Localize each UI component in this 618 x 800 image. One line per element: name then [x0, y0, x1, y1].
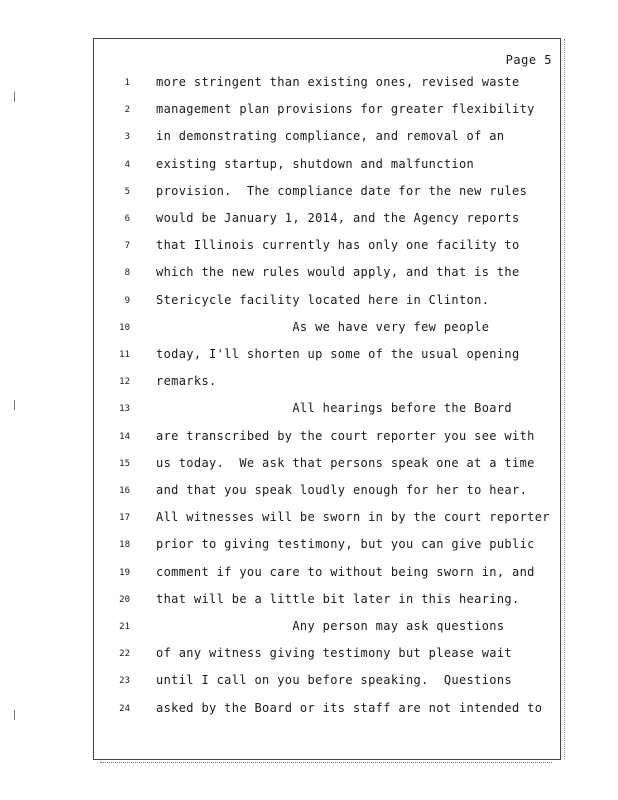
line-number: 20	[119, 594, 130, 605]
transcript-line	[94, 535, 560, 555]
line-text: which the new rules would apply, and that is the	[156, 265, 520, 280]
transcript-line	[94, 590, 560, 610]
line-number: 13	[119, 404, 130, 415]
line-text: provision. The compliance date for the new rules	[156, 183, 528, 198]
transcript-line	[94, 182, 560, 202]
line-text: All witnesses will be sworn in by the court reporter	[156, 510, 550, 525]
transcript-line	[94, 454, 560, 474]
line-text: comment if you care to without being sworn in, and	[156, 564, 535, 579]
line-text: Stericycle facility located here in Clinton.	[156, 292, 490, 307]
line-number: 21	[119, 622, 130, 632]
line-text: are transcribed by the court reporter you see with	[156, 428, 535, 443]
transcript-line	[94, 563, 560, 583]
transcript-line	[94, 318, 560, 338]
margin-mark-bottom	[14, 710, 21, 720]
line-text: more stringent than existing ones, revised waste	[156, 75, 520, 89]
transcript-line	[94, 399, 560, 419]
transcript-line	[94, 263, 560, 283]
transcript-line	[94, 127, 560, 147]
line-text: management plan provisions for greater flexibility	[156, 102, 535, 117]
line-text: in demonstrating compliance, and removal of an	[156, 129, 505, 144]
page-number: Page 5	[505, 53, 552, 67]
line-number: 14	[119, 431, 130, 442]
line-text: us today. We ask that persons speak one at a time	[156, 455, 535, 470]
line-text: prior to giving testimony, but you can give public	[156, 537, 535, 552]
line-text: remarks.	[156, 374, 217, 389]
line-number: 10	[119, 322, 130, 333]
line-number: 8	[124, 268, 130, 279]
transcript-line	[94, 481, 560, 501]
line-number: 17	[119, 513, 130, 524]
transcript-line	[94, 73, 560, 93]
transcript-line	[94, 644, 560, 664]
line-text: today, I'll shorten up some of the usual opening	[156, 347, 520, 361]
line-number: 12	[119, 377, 130, 388]
line-text: and that you speak loudly enough for her to hear.	[156, 483, 528, 497]
transcript-line	[94, 345, 560, 365]
line-text: Any person may ask questions	[156, 619, 505, 633]
margin-mark-middle	[14, 400, 21, 410]
line-text: As we have very few people	[156, 319, 490, 334]
line-text: would be January 1, 2014, and the Agency reports	[156, 211, 520, 225]
line-number: 18	[119, 540, 130, 551]
transcript-line	[94, 508, 560, 528]
transcript-line	[94, 291, 560, 311]
line-number: 15	[119, 458, 130, 469]
line-text: until I call on you before speaking. Questions	[156, 673, 513, 688]
line-number: 2	[124, 105, 130, 116]
line-number: 5	[124, 186, 130, 197]
transcript-line	[94, 699, 560, 719]
line-number: 1	[124, 78, 130, 88]
line-number: 7	[124, 241, 130, 252]
line-number: 19	[119, 567, 130, 578]
transcript-page	[93, 38, 561, 760]
line-number: 9	[124, 295, 130, 306]
line-text: that will be a little bit later in this hearing.	[156, 591, 520, 606]
transcript-line	[94, 236, 560, 256]
line-number: 24	[119, 703, 130, 714]
transcript-line	[94, 427, 560, 447]
bottom-border	[100, 762, 552, 763]
transcript-line	[94, 209, 560, 229]
line-number: 22	[119, 649, 130, 660]
transcript-line	[94, 372, 560, 392]
line-text: that Illinois currently has only one facility to	[156, 238, 520, 253]
line-number: 16	[119, 486, 130, 496]
line-text: of any witness giving testimony but please wait	[156, 646, 513, 661]
transcript-line	[94, 100, 560, 120]
line-text: All hearings before the Board	[156, 401, 513, 416]
transcript-line	[94, 155, 560, 175]
line-text: asked by the Board or its staff are not intended to	[156, 700, 543, 715]
transcript-line	[94, 671, 560, 691]
line-number: 23	[119, 676, 130, 687]
margin-mark-top	[14, 92, 21, 102]
transcript-line	[94, 617, 560, 637]
line-number: 3	[124, 132, 130, 143]
line-number: 11	[119, 350, 130, 360]
line-text: existing startup, shutdown and malfunction	[156, 156, 475, 171]
line-number: 4	[124, 159, 130, 170]
line-number: 6	[124, 214, 130, 224]
